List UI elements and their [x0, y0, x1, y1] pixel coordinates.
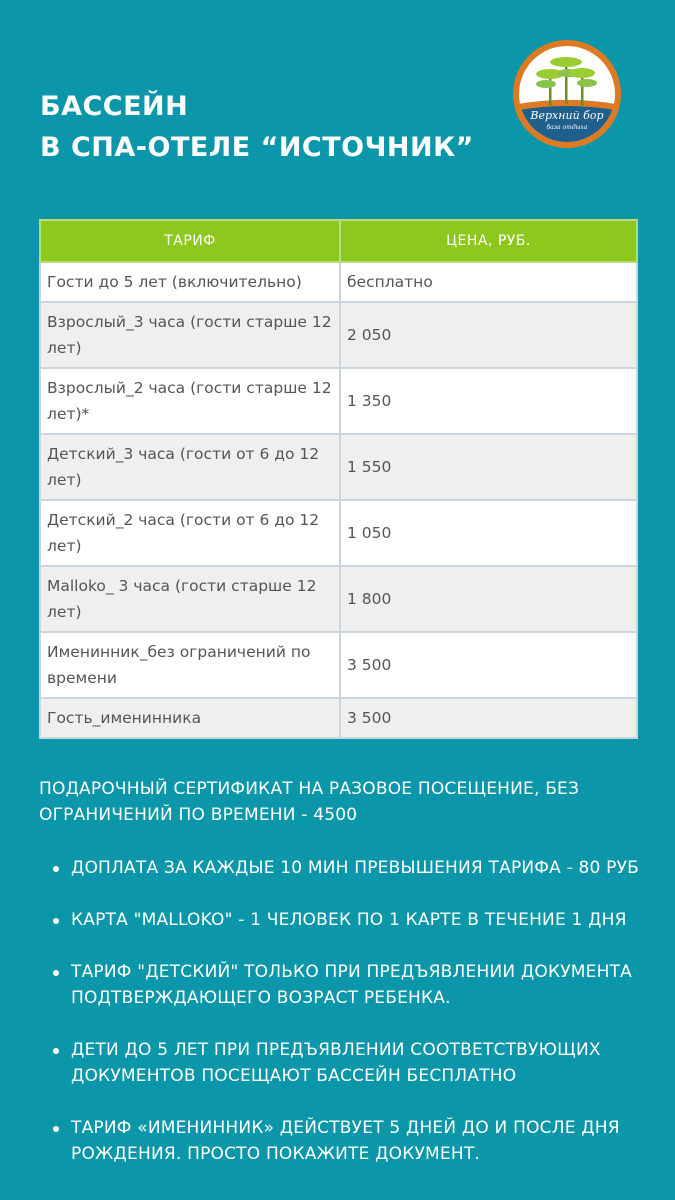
title-line-2: В СПА-ОТЕЛЕ “ИСТОЧНИК” — [40, 132, 474, 163]
tariff-cell: Malloko_ 3 часа (гости старше 12 лет) — [40, 566, 340, 632]
table-row — [40, 262, 637, 302]
bullet-icon — [53, 1048, 59, 1054]
price-table — [39, 219, 638, 739]
price-cell: 3 500 — [340, 698, 637, 738]
table-row — [40, 632, 637, 698]
price-cell: 1 800 — [340, 566, 637, 632]
brand-logo — [513, 40, 621, 148]
price-cell: 1 050 — [340, 500, 637, 566]
tariff-cell: Гость_именинника — [40, 698, 340, 738]
note-text: КАРТА "MALLOKO" - 1 ЧЕЛОВЕК ПО 1 КАРТЕ В ТЕЧЕНИЕ 1 ДНЯ — [71, 910, 627, 930]
list-item — [52, 1037, 652, 1089]
note-text: ДЕТИ ДО 5 ЛЕТ ПРИ ПРЕДЪЯВЛЕНИИ СООТВЕТСТВУЮЩИХ ДОКУМЕНТОВ ПОСЕЩАЮТ БАССЕЙН БЕСПЛАТНО — [71, 1040, 601, 1086]
page-title — [40, 86, 474, 168]
note-text: ТАРИФ "ДЕТСКИЙ" ТОЛЬКО ПРИ ПРЕДЪЯВЛЕНИИ ДОКУМЕНТА ПОДТВЕРЖДАЮЩЕГО ВОЗРАСТ РЕБЕНКА. — [71, 962, 632, 1008]
bullet-icon — [53, 866, 59, 872]
tariff-cell: Именинник_без ограничений по времени — [40, 632, 340, 698]
note-text: ДОПЛАТА ЗА КАЖДЫЕ 10 МИН ПРЕВЫШЕНИЯ ТАРИФА - 80 РУБ — [71, 858, 640, 878]
table-header-row — [40, 220, 637, 262]
list-item — [52, 855, 652, 881]
list-item — [52, 959, 652, 1011]
logo-tagline: база отдыха — [546, 124, 588, 131]
bullet-icon — [53, 970, 59, 976]
table-row — [40, 566, 637, 632]
tariff-cell: Детский_2 часа (гости от 6 до 12 лет) — [40, 500, 340, 566]
table-row — [40, 434, 637, 500]
price-cell: бесплатно — [340, 262, 637, 302]
tariff-cell: Взрослый_2 часа (гости старше 12 лет)* — [40, 368, 340, 434]
tariff-cell: Гости до 5 лет (включительно) — [40, 262, 340, 302]
table-row — [40, 500, 637, 566]
tariff-cell: Детский_3 часа (гости от 6 до 12 лет) — [40, 434, 340, 500]
column-header-tariff: ТАРИФ — [40, 220, 340, 262]
bullet-icon — [53, 918, 59, 924]
table-row — [40, 302, 637, 368]
table-row — [40, 698, 637, 738]
price-cell: 2 050 — [340, 302, 637, 368]
logo-name: Верхний бор — [530, 109, 604, 122]
table-row — [40, 368, 637, 434]
gift-certificate-note: ПОДАРОЧНЫЙ СЕРТИФИКАТ НА РАЗОВОЕ ПОСЕЩЕНИЕ, БЕЗ ОГРАНИЧЕНИЙ ПО ВРЕМЕНИ - 4500 — [39, 779, 580, 825]
price-cell: 1 550 — [340, 434, 637, 500]
column-header-price: ЦЕНА, РУБ. — [340, 220, 637, 262]
tariff-cell: Взрослый_3 часа (гости старше 12 лет) — [40, 302, 340, 368]
list-item — [52, 907, 652, 933]
note-text: ТАРИФ «ИМЕНИННИК» ДЕЙСТВУЕТ 5 ДНЕЙ ДО И ПОСЛЕ ДНЯ РОЖДЕНИЯ. ПРОСТО ПОКАЖИТЕ ДОКУМЕНТ. — [71, 1118, 620, 1164]
notes-list — [52, 855, 652, 1167]
bullet-icon — [53, 1126, 59, 1132]
title-line-1: БАССЕЙН — [40, 91, 189, 122]
price-cell: 3 500 — [340, 632, 637, 698]
price-cell: 1 350 — [340, 368, 637, 434]
list-item — [52, 1115, 652, 1167]
